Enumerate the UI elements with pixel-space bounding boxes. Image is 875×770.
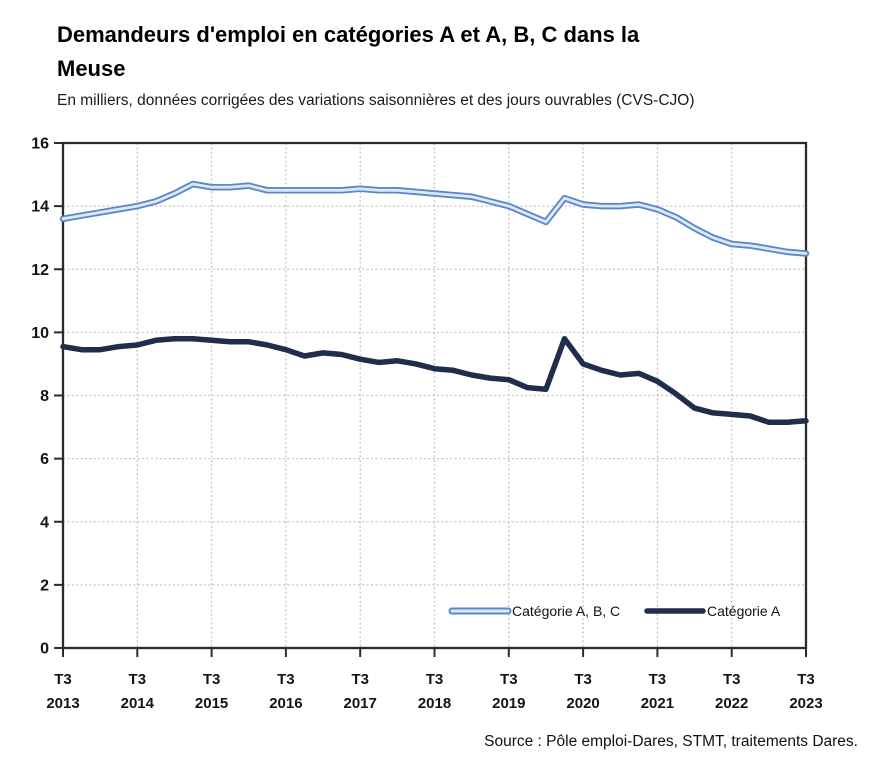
x-axis-label-quarter: T3 (202, 671, 221, 688)
y-axis-label: 0 (40, 640, 49, 658)
x-axis-label-year: 2015 (194, 695, 229, 712)
x-axis-label-year: 2013 (46, 695, 80, 712)
x-axis-label-quarter: T3 (574, 671, 592, 688)
x-axis-label-quarter: T3 (797, 671, 815, 688)
x-axis-label-year: 2016 (269, 695, 303, 712)
plot-frame (54, 143, 806, 657)
x-axis-label-year: 2020 (566, 695, 600, 712)
gridlines (63, 143, 806, 648)
x-axis-label-quarter: T3 (351, 671, 369, 688)
x-axis-label-quarter: T3 (722, 671, 741, 688)
x-axis-label-year: 2017 (343, 695, 377, 712)
chart-title-line1: Demandeurs d'emploi en catégories A et A, B, C dans la (57, 22, 640, 47)
y-axis-label: 10 (31, 324, 49, 342)
legend-item-categorie-a (647, 603, 781, 619)
y-axis-label: 6 (40, 451, 49, 469)
legend (452, 603, 781, 619)
chart-subtitle: En milliers, données corrigées des variations saisonnières et des jours ouvrables (CVS-CJO) (57, 92, 695, 109)
y-axis-label: 4 (40, 514, 49, 532)
y-axis-label: 2 (40, 577, 49, 595)
x-axis-label-year: 2014 (120, 695, 154, 712)
x-axis-label-quarter: T3 (500, 671, 518, 688)
legend-label-categorie-abc: Catégorie A, B, C (512, 603, 621, 619)
y-axis-label: 14 (31, 198, 49, 216)
axis-labels (31, 136, 822, 713)
x-axis-label-quarter: T3 (425, 671, 444, 688)
x-axis-label-year: 2018 (417, 695, 452, 712)
x-axis-label-quarter: T3 (648, 671, 667, 688)
x-axis-label-quarter: T3 (277, 671, 295, 688)
y-axis-label: 12 (31, 261, 49, 279)
legend-label-categorie-a: Catégorie A (707, 603, 781, 619)
legend-item-categorie-abc (452, 603, 620, 619)
source-note: Source : Pôle emploi-Dares, STMT, traitements Dares. (484, 733, 858, 750)
x-axis-label-year: 2019 (492, 695, 526, 712)
y-axis-label: 16 (31, 135, 49, 153)
y-axis-label: 8 (40, 388, 49, 405)
x-axis-label-quarter: T3 (128, 671, 147, 688)
chart-title-line2: Meuse (57, 56, 126, 81)
x-axis-label-quarter: T3 (54, 671, 72, 688)
x-axis-label-year: 2021 (640, 695, 675, 712)
x-axis-label-year: 2023 (789, 695, 823, 712)
x-axis-label-year: 2022 (715, 695, 749, 712)
